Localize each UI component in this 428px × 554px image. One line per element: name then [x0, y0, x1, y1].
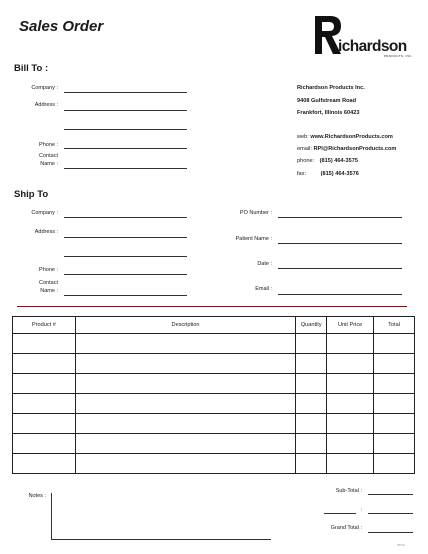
grand-total-label: Grand Total :	[330, 525, 362, 531]
email-link[interactable]: RPI@RichardsonProducts.com	[313, 146, 397, 152]
table-cell[interactable]	[296, 414, 327, 434]
po-number-label: PO Number :	[239, 210, 272, 216]
table-cell[interactable]	[75, 454, 295, 474]
table-cell[interactable]	[374, 354, 415, 374]
table-row	[13, 454, 415, 474]
ship-contact-label-2: Name :	[40, 288, 58, 294]
table-row	[13, 354, 415, 374]
date-label: Date :	[257, 261, 272, 267]
extra-value-field[interactable]	[368, 513, 413, 514]
table-cell[interactable]	[296, 374, 327, 394]
table-cell[interactable]	[327, 354, 374, 374]
fax-row	[297, 171, 359, 178]
table-cell[interactable]	[327, 394, 374, 414]
order-items-table	[12, 316, 415, 474]
bill-company-field[interactable]	[64, 92, 187, 93]
notes-label: Notes :	[28, 493, 46, 499]
web-label: web:	[297, 134, 309, 140]
table-cell[interactable]	[327, 454, 374, 474]
table-cell[interactable]	[13, 414, 76, 434]
ship-phone-label: Phone :	[39, 267, 58, 273]
form-number: 07/10	[397, 543, 405, 547]
table-cell[interactable]	[374, 374, 415, 394]
bill-address-label: Address :	[34, 102, 58, 108]
phone-value: (815) 464-3575	[319, 158, 358, 164]
phone-row	[297, 158, 358, 165]
web-row	[297, 134, 393, 141]
grand-total-field[interactable]	[368, 532, 413, 533]
notes-box-bottom[interactable]	[51, 539, 271, 540]
po-number-field[interactable]	[278, 217, 402, 218]
table-cell[interactable]	[13, 454, 76, 474]
patient-name-field[interactable]	[278, 243, 402, 244]
col-header-product: Product #	[13, 317, 76, 334]
bill-address-field-1[interactable]	[64, 110, 187, 111]
col-header-total: Total	[374, 317, 415, 334]
col-header-description: Description	[75, 317, 295, 334]
table-cell[interactable]	[296, 394, 327, 414]
email-label: email:	[297, 146, 312, 152]
table-cell[interactable]	[374, 454, 415, 474]
ship-address-field-2[interactable]	[64, 256, 187, 257]
table-cell[interactable]	[374, 334, 415, 354]
table-cell[interactable]	[13, 374, 76, 394]
table-header-row	[13, 317, 415, 334]
table-row	[13, 394, 415, 414]
table-cell[interactable]	[75, 374, 295, 394]
subtotal-field[interactable]	[368, 494, 413, 495]
table-cell[interactable]	[13, 434, 76, 454]
company-city: Frankfort, Illinois 60423	[297, 110, 360, 116]
col-header-unit-price: Unit Price	[327, 317, 374, 334]
ship-company-field[interactable]	[64, 217, 187, 218]
bill-contact-label-2: Name :	[40, 161, 58, 167]
logo-subtitle: PRODUCTS, INC.	[384, 54, 413, 58]
col-header-quantity: Quantity	[296, 317, 327, 334]
bill-phone-label: Phone :	[39, 142, 58, 148]
email-field-label: Email :	[255, 286, 272, 292]
fax-value: (815) 464-3576	[320, 171, 359, 177]
ship-address-field-1[interactable]	[64, 237, 187, 238]
table-cell[interactable]	[75, 434, 295, 454]
table-cell[interactable]	[327, 334, 374, 354]
phone-label: phone:	[297, 158, 315, 164]
email-field[interactable]	[278, 294, 402, 295]
table-cell[interactable]	[75, 334, 295, 354]
ship-company-label: Company :	[31, 210, 58, 216]
bill-contact-label-1: Contact	[39, 153, 58, 159]
bill-to-heading: Bill To :	[14, 63, 49, 74]
table-cell[interactable]	[13, 354, 76, 374]
table-cell[interactable]	[296, 354, 327, 374]
subtotal-label: Sub-Total :	[335, 488, 362, 494]
table-row	[13, 334, 415, 354]
date-field[interactable]	[278, 268, 402, 269]
table-cell[interactable]	[75, 354, 295, 374]
logo-wordmark: ichardson	[338, 38, 407, 55]
patient-name-label: Patient Name :	[235, 236, 272, 242]
email-row	[297, 146, 396, 153]
ship-to-heading: Ship To	[14, 189, 49, 200]
company-street: 9408 Gulfstream Road	[297, 98, 357, 104]
table-cell[interactable]	[296, 454, 327, 474]
extra-colon: :	[360, 507, 362, 513]
table-row	[13, 434, 415, 454]
table-cell[interactable]	[327, 414, 374, 434]
table-row	[13, 374, 415, 394]
table-cell[interactable]	[327, 434, 374, 454]
table-cell[interactable]	[13, 334, 76, 354]
table-row	[13, 414, 415, 434]
fax-label: fax:	[297, 171, 307, 177]
company-name: Richardson Products Inc.	[297, 85, 365, 91]
bill-phone-field[interactable]	[64, 148, 187, 149]
page-title: Sales Order	[19, 18, 104, 35]
ship-contact-field[interactable]	[64, 295, 187, 296]
table-cell[interactable]	[374, 434, 415, 454]
ship-address-label: Address :	[34, 229, 58, 235]
ship-contact-label-1: Contact	[39, 280, 58, 286]
table-cell[interactable]	[75, 394, 295, 414]
table-cell[interactable]	[296, 434, 327, 454]
table-cell[interactable]	[374, 414, 415, 434]
section-divider	[17, 306, 407, 307]
bill-address-field-2[interactable]	[64, 129, 187, 130]
bill-company-label: Company :	[31, 85, 58, 91]
table-cell[interactable]	[296, 334, 327, 354]
bill-contact-field[interactable]	[64, 168, 187, 169]
table-cell[interactable]	[374, 394, 415, 414]
table-cell[interactable]	[75, 414, 295, 434]
notes-box-left	[51, 493, 52, 539]
web-link[interactable]: www.RichardsonProducts.com	[310, 134, 393, 140]
table-cell[interactable]	[13, 394, 76, 414]
ship-phone-field[interactable]	[64, 274, 187, 275]
table-cell[interactable]	[327, 374, 374, 394]
